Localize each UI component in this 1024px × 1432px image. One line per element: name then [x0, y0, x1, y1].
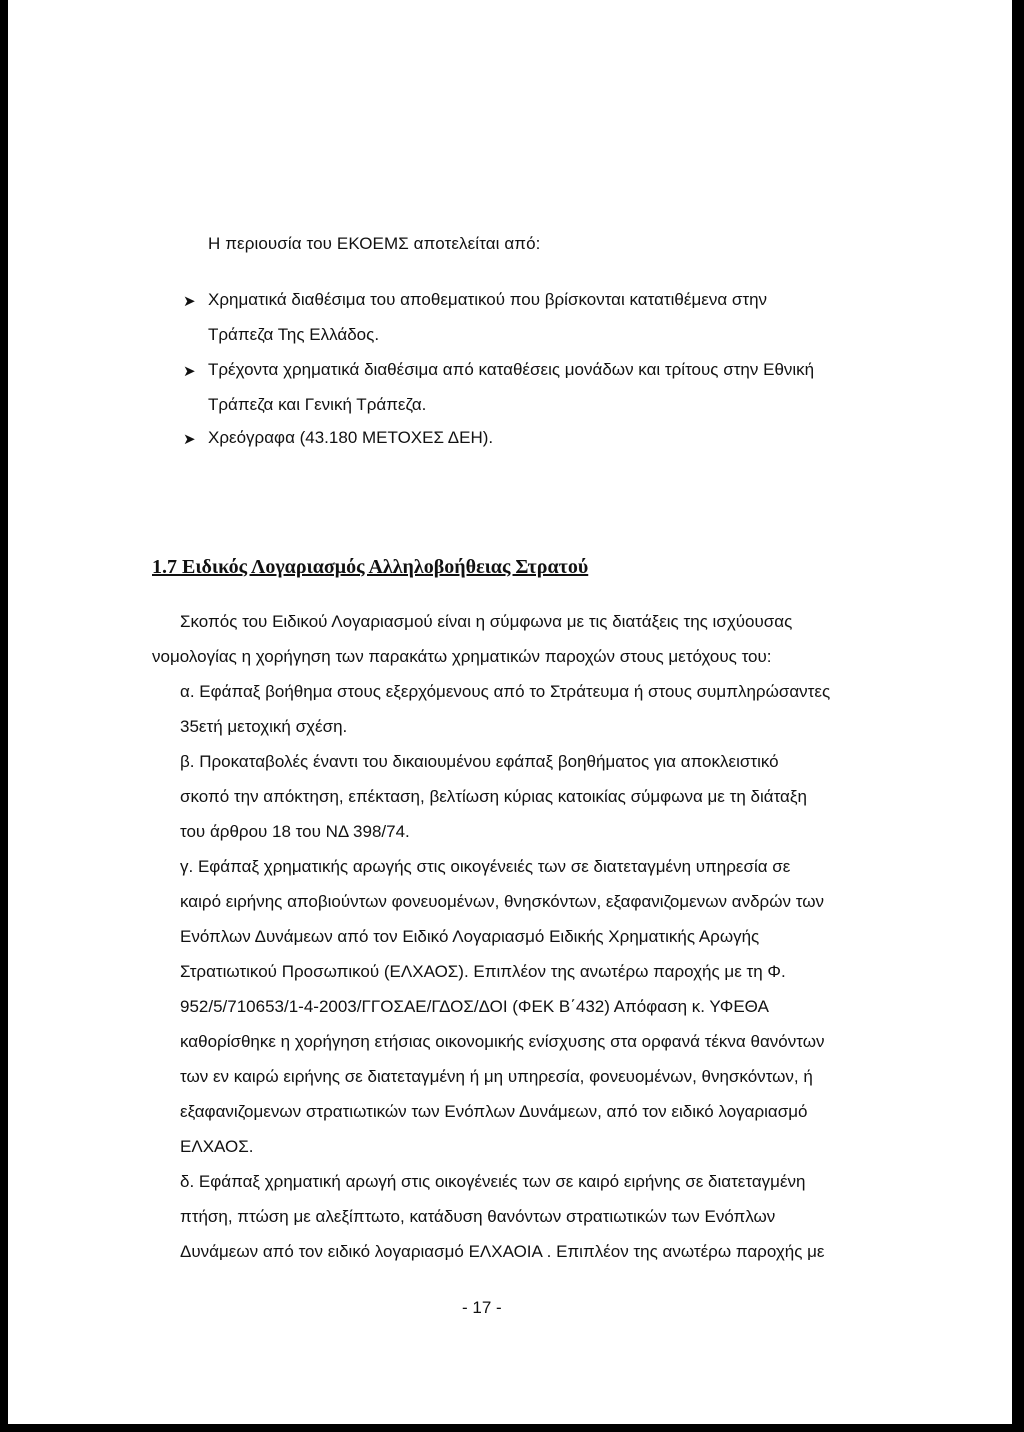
scan-border-left [0, 0, 8, 1432]
item-c-line: εξαφανιζομενων στρατιωτικών των Ενόπλων Δυνάμεων, από τον ειδικό λογαριασμό [180, 1102, 808, 1121]
item-d-line: πτήση, πτώση με αλεξίπτωτο, κατάδυση θανόντων στρατιωτικών των Ενόπλων [180, 1207, 776, 1226]
list-item-line: Τρέχοντα χρηματικά διαθέσιμα από καταθέσεις μονάδων και τρίτους στην Εθνική [208, 360, 815, 379]
section-heading: 1.7 Ειδικός Λογαριασμός Αλληλοβοήθειας Στρατού [152, 556, 589, 578]
bullet-arrow-icon: ➤ [183, 293, 196, 310]
page-number: - 17 - [462, 1298, 502, 1317]
item-d-line: Δυνάμεων από τον ειδικό λογαριασμό ΕΛΧΑΟΙΑ . Επιπλέον της ανωτέρω παροχής με [180, 1242, 825, 1261]
intro-text: Η περιουσία του ΕΚΟΕΜΣ αποτελείται από: [208, 234, 541, 253]
item-a-line: 35ετή μετοχική σχέση. [180, 717, 348, 736]
bullet-arrow-icon: ➤ [183, 431, 196, 448]
item-c-line: καθορίσθηκε η χορήγηση ετήσιας οικονομικής ενίσχυσης στα ορφανά τέκνα θανόντων [180, 1032, 825, 1051]
list-item-line [208, 290, 870, 310]
bullet-arrow-icon: ➤ [183, 363, 196, 380]
item-c-line: γ. Εφάπαξ χρηματικής αρωγής στις οικογένειές των σε διατεταγμένη υπηρεσία σε [180, 857, 791, 876]
item-c-line: Ενόπλων Δυνάμεων από τον Ειδικό Λογαριασμό Ειδικής Χρηματικής Αρωγής [180, 927, 760, 946]
list-item-line: Τράπεζα Της Ελλάδος. [208, 325, 380, 344]
list-item-line: Χρεόγραφα (43.180 ΜΕΤΟΧΕΣ ΔΕΗ). [208, 428, 494, 447]
scan-border-bottom [0, 1424, 1024, 1432]
list-item-line: Τράπεζα και Γενική Τράπεζα. [208, 395, 427, 414]
item-c-line: 952/5/710653/1-4-2003/ΓΓΟΣΑΕ/ΓΔΟΣ/ΔΟΙ (ΦΕΚ Β΄432) Απόφαση κ. ΥΦΕΘΑ [180, 997, 769, 1016]
item-c-line: των εν καιρώ ειρήνης σε διατεταγμένη ή μη υπηρεσία, φονευομένων, θνησκόντων, ή [180, 1067, 813, 1086]
list-item-text: Χρηματικά διαθέσιμα του αποθεματικού που βρίσκονται κατατιθέμενα στην [208, 290, 768, 309]
item-c-line: Στρατιωτικού Προσωπικού (ΕΛΧΑΟΣ). Επιπλέον της ανωτέρω παροχής με τη Φ. [180, 962, 786, 981]
paragraph-line: νομολογίας η χορήγηση των παρακάτω χρηματικών παροχών στους μετόχους του: [152, 647, 772, 666]
item-b-line: β. Προκαταβολές έναντι του δικαιουμένου εφάπαξ βοηθήματος για αποκλειστικό [180, 752, 779, 771]
scan-border-right [1012, 0, 1024, 1432]
justified-line [208, 290, 870, 310]
paragraph-line: Σκοπός του Ειδικού Λογαριασμού είναι η σύμφωνα με τις διατάξεις της ισχύουσας [180, 612, 793, 631]
item-c-line: ΕΛΧΑΟΣ. [180, 1137, 254, 1156]
item-b-line: σκοπό την απόκτηση, επέκταση, βελτίωση κύριας κατοικίας σύμφωνα με τη διάταξη [180, 787, 807, 806]
item-b-line: του άρθρου 18 του ΝΔ 398/74. [180, 822, 410, 841]
item-a-line: α. Εφάπαξ βοήθημα στους εξερχόμενους από το Στράτευμα ή στους συμπληρώσαντες [180, 682, 831, 701]
item-c-line: καιρό ειρήνης αποβιούντων φονευομένων, θνησκόντων, εξαφανιζομενων ανδρών των [180, 892, 824, 911]
item-d-line: δ. Εφάπαξ χρηματική αρωγή στις οικογένειές των σε καιρό ειρήνης σε διατεταγμένη [180, 1172, 806, 1191]
